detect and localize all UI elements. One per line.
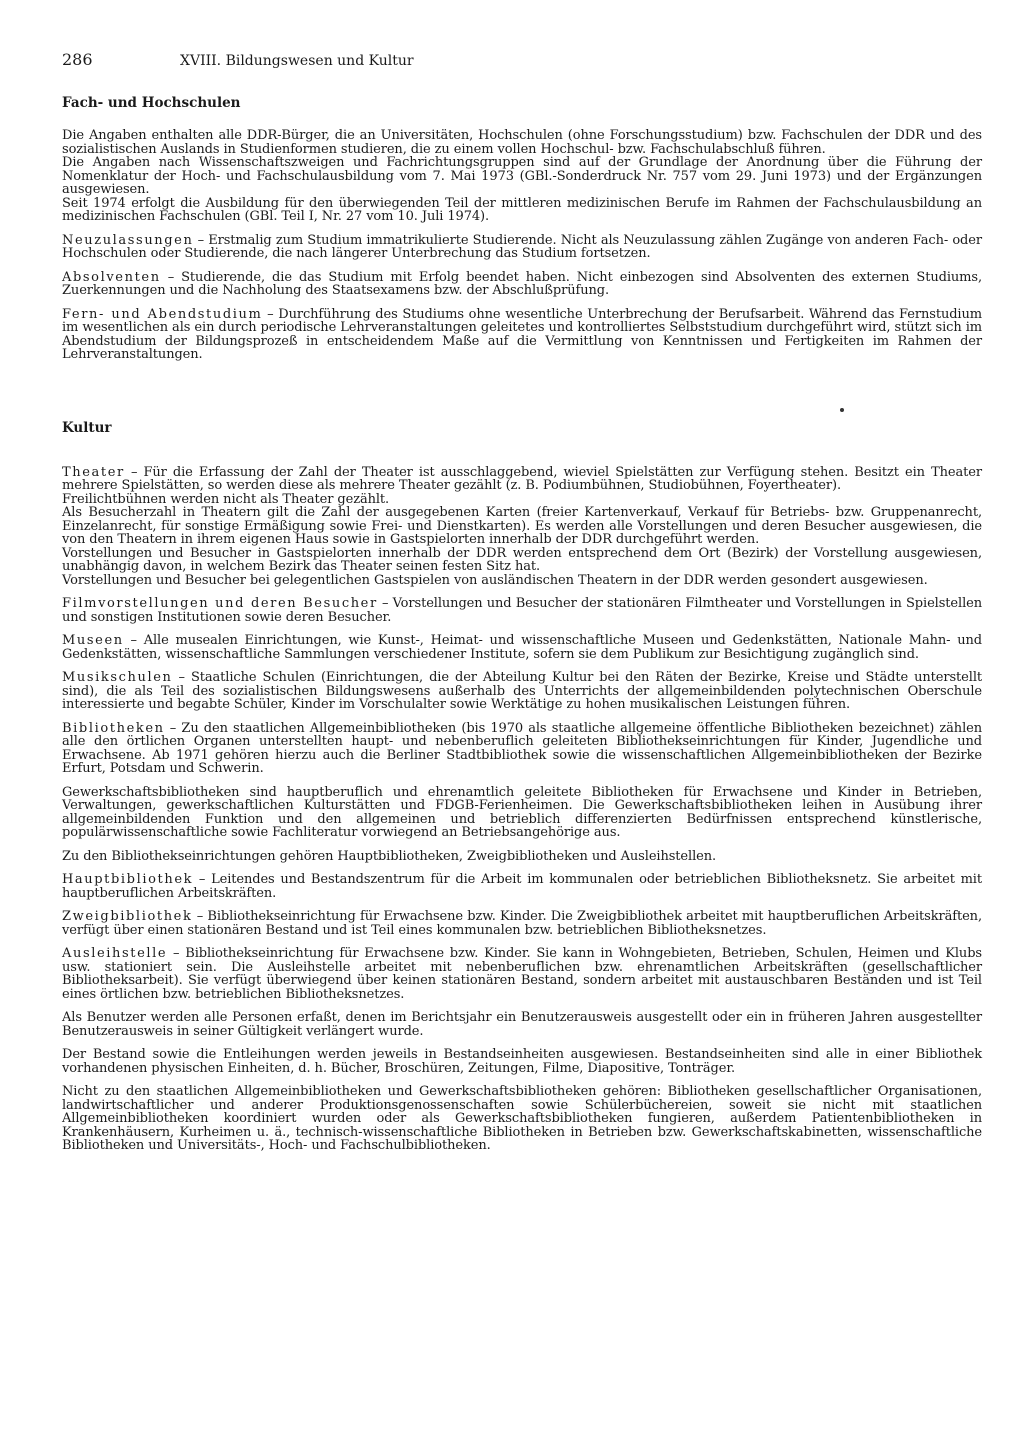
paragraph-intro-3: Seit 1974 erfolgt die Ausbildung für den überwiegenden Teil der mittleren medizinischen Berufe im Rahmen der Fachschulausbildung an medizinischen Fachschulen (GBl. Teil I, Nr. 27 vom 10. Juli 1974). xyxy=(62,195,982,224)
definition-zweigbibliothek xyxy=(62,910,982,937)
definition-hauptbibliothek xyxy=(62,873,982,900)
definition-text: – Leitendes und Bestandszentrum für die Arbeit im kommunalen oder betrieblichen Bibliotheksnetz. Sie arbeitet mit hauptberuflichen Arbeitskräften. xyxy=(62,872,982,901)
definition-text: – Bibliothekseinrichtung für Erwachsene bzw. Kinder. Sie kann in Wohngebieten, Betrieben, Schulen, Heimen und Klubs usw. stationiert sein. Die Ausleihstelle arbeitet mit nebenberuflichen bzw. ehrenamtlichen Arbeitskräften (gesellschaftlicher Bibliotheksarbeit). Sie verfügt überwiegend über keinen stationären Bestand, sondern arbeitet mit austauschbaren Beständen und ist Teil eines örtlichen bzw. betrieblichen Bibliotheksnetzes. xyxy=(62,946,982,1002)
definition-bibliotheken xyxy=(62,722,982,776)
paragraph-intro-1: Die Angaben enthalten alle DDR-Bürger, die an Universitäten, Hochschulen (ohne Forschungsstudium) bzw. Fachschulen der DDR und des sozialistischen Auslands in Studienformen studieren, die zu einem vollen Hochschul- bzw. Fachschulabschluß führen. xyxy=(62,128,982,157)
term-museen: Museen xyxy=(62,633,124,648)
term-theater: Theater xyxy=(62,464,125,480)
definition-text: – Bibliothekseinrichtung für Erwachsene bzw. Kinder. Die Zweigbibliothek arbeitet mit hauptberuflichen Arbeitskräften, verfügt über einen stationären Bestand und ist Teil eines kommunalen bzw. betrieblichen Bibliotheksnetzes. xyxy=(62,909,982,938)
paragraph-gastspielorte: Vorstellungen und Besucher in Gastspielorten innerhalb der DDR werden entsprechend dem Ort (Bezirk) der Vorstellung ausgewiesen, unabhängig davon, in welchem Bezirk das Theater seinen festen Sitz hat. xyxy=(62,545,982,574)
term-zweigbibliothek: Zweigbibliothek xyxy=(62,909,193,924)
section-kultur xyxy=(62,420,982,1153)
term-absolventen: Absolventen xyxy=(62,269,161,285)
definition-ausleihstelle xyxy=(62,947,982,1001)
paragraph-nicht-zugehoerig: Nicht zu den staatlichen Allgemeinbibliotheken und Gewerkschaftsbibliotheken gehören: Bibliotheken gesellschaftlicher Organisationen, landwirtschaftlicher und anderer Produktionsgenossenschaften sowie Schülerbüchereien, soweit sie nicht mit staatlichen Allgemeinbibliotheken koordiniert wurden oder als Gewerkschaftsbibliotheken fungieren, außerdem Patientenbibliotheken in Krankenhäusern, Kurheimen u. ä., technisch-wissenschaftliche Bibliotheken in Betrieben bzw. Gewerkschaftskabinetten, wissenschaftliche Bibliotheken und Universitäts-, Hoch- und Fachschulbibliotheken. xyxy=(62,1084,982,1153)
definition-neuzulassungen xyxy=(62,234,982,261)
page-number: 286 xyxy=(62,50,93,69)
definition-text: – Erstmalig zum Studium immatrikulierte Studierende. Nicht als Neuzulassung zählen Zugänge von anderen Fach- oder Hochschulen oder Studierende, die nach längerer Unterbrechung das Studium fortsetzen. xyxy=(62,232,982,261)
section-heading-hochschulen: Fach- und Hochschulen xyxy=(62,95,241,111)
paragraph-intro-2: Die Angaben nach Wissenschaftszweigen und Fachrichtungsgruppen sind auf der Grundlage der Anordnung über die Führung der Nomenklatur der Hoch- und Fachschulausbildung vom 7. Mai 1973 (GBl.-Sonderdruck Nr. 757 vom 29. Juni 1973) und der Ergänzungen ausgewiesen. xyxy=(62,155,982,197)
definition-text: – Staatliche Schulen (Einrichtungen, die der Abteilung Kultur bei den Räten der Bezirke, Kreise und Städte unterstellt sind), die als Teil des sozialistischen Bildungswesens außerhalb des Unterrichts der allgemeinbildenden polytechnischen Oberschule interessierte und begabte Schüler, Kinder im Vorschulalter sowie Werktätige zu hohen musikalischen Leistungen führen. xyxy=(62,670,982,712)
scan-speck xyxy=(840,408,844,412)
section-heading-kultur: Kultur xyxy=(62,419,112,436)
term-bibliotheken: Bibliotheken xyxy=(62,720,165,736)
definition-text: – Studierende, die das Studium mit Erfolg beendet haben. Nicht einbezogen sind Absolventen des externen Studiums, Zuerkennungen und die Nachholung des Staatsexamens bzw. der Abschlußprüfung. xyxy=(62,269,982,298)
definition-text: – Zu den staatlichen Allgemeinbibliotheken (bis 1970 als staatliche allgemeine öffentliche Bibliotheken bezeichnet) zählen alle den örtlichen Organen unterstellten haupt- und nebenberuflich geleiteten Bibliothekseinrichtungen für Kinder, Jugendliche und Erwachsene. Ab 1971 gehören hierzu auch die Berliner Stadtbibliothek sowie die wissenschaftlichen Allgemeinbibliotheken der Bezirke Erfurt, Potsdam und Schwerin. xyxy=(62,720,982,776)
term-musikschulen: Musikschulen xyxy=(62,670,173,685)
term-filmvorstellungen: Filmvorstellungen und deren Besucher xyxy=(62,596,378,611)
definition-text: – Vorstellungen und Besucher der stationären Filmtheater und Vorstellungen in Spielstellen und sonstigen Institutionen sowie deren Besucher. xyxy=(62,596,982,625)
paragraph-bestand: Der Bestand sowie die Entleihungen werden jeweils in Bestandseinheiten ausgewiesen. Bestandseinheiten sind alle in einer Bibliothek vorhandenen physischen Einheiten, d. h. Bücher, Broschüren, Zeitungen, Filme, Diapositive, Tonträger. xyxy=(62,1047,982,1076)
definition-musikschulen xyxy=(62,671,982,712)
paragraph-bibliothekseinrichtungen: Zu den Bibliothekseinrichtungen gehören Hauptbibliotheken, Zweigbibliotheken und Ausleihstellen. xyxy=(62,848,717,864)
paragraph-benutzer: Als Benutzer werden alle Personen erfaßt, denen im Berichtsjahr ein Benutzerausweis ausgestellt oder ein in früheren Jahren ausgestellter Benutzerausweis in seiner Gültigkeit verlängert wurde. xyxy=(62,1010,982,1039)
paragraph-freilichtbuehnen: Freilichtbühnen werden nicht als Theater gezählt. xyxy=(62,491,390,507)
term-ausleihstelle: Ausleihstelle xyxy=(62,946,168,961)
definition-text: – Alle musealen Einrichtungen, wie Kunst-, Heimat- und wissenschaftliche Museen und Gedenkstätten, Nationale Mahn- und Gedenkstätten, wissenschaftliche Sammlungen verschiedener Institute, sofern sie dem Publikum zur Besichtigung zugänglich sind. xyxy=(62,633,982,662)
document-page xyxy=(62,50,982,1163)
term-hauptbibliothek: Hauptbibliothek xyxy=(62,872,194,887)
paragraph-besucherzahl: Als Besucherzahl in Theatern gilt die Zahl der ausgegebenen Karten (freier Kartenverkauf, Verkauf für Betriebs- bzw. Gruppenanrecht, Einzelanrecht, für sonstige Ermäßigung sowie Frei- und Dienstkarten). Es werden alle Vorstellungen und deren Besucher ausgewiesen, die von den Theatern in ihrem eigenen Haus sowie in Gastspielorten innerhalb der DDR durchgeführt werden. xyxy=(62,505,982,547)
definition-theater xyxy=(62,466,982,493)
definition-text: – Für die Erfassung der Zahl der Theater ist ausschlaggebend, wieviel Spielstätten zur Verfügung stehen. Besitzt ein Theater mehrere Spielstätten, so werden diese als mehrere Theater gezählt (z. B. Podiumbühnen, Studiobühnen, Foyertheater). xyxy=(62,464,982,493)
section-fach-hochschulen xyxy=(62,95,982,362)
definition-text: – Durchführung des Studiums ohne wesentliche Unterbrechung der Berufsarbeit. Während das Fernstudium im wesentlichen als ein durch periodische Lehrveranstaltungen geleitetes und kontrolliertes Selbststudium durchgeführt wird, stützt sich im Abendstudium der Bildungsprozeß in entscheidendem Maße auf die Vermittlung von Kenntnissen und Fertigkeiten im Rahmen der Lehrveranstaltungen. xyxy=(62,306,982,362)
paragraph-gewerkschaftsbibliotheken: Gewerkschaftsbibliotheken sind hauptberuflich und ehrenamtlich geleitete Bibliotheken für Erwachsene und Kinder in Betrieben, Verwaltungen, gewerkschaftlichen Kulturstätten und FDGB-Ferienheimen. Die Gewerkschaftsbibliotheken leihen in Ausübung ihrer allgemeinbildenden Funktion und den allgemeinen und betrieblich differenzierten Bedürfnissen entsprechend künstlerische, populärwissenschaftliche sowie Fachliteratur vorwiegend an Betriebsangehörige aus. xyxy=(62,784,982,840)
paragraph-auslaendische-gastspiele: Vorstellungen und Besucher bei gelegentlichen Gastspielen von ausländischen Theatern in der DDR werden gesondert ausgewiesen. xyxy=(62,572,928,588)
definition-museen xyxy=(62,634,982,661)
term-fern-abendstudium: Fern- und Abendstudium xyxy=(62,306,263,322)
definition-fern-abendstudium xyxy=(62,308,982,362)
chapter-title: XVIII. Bildungswesen und Kultur xyxy=(180,53,414,69)
definition-filmvorstellungen xyxy=(62,597,982,624)
term-neuzulassungen: Neuzulassungen xyxy=(62,232,194,248)
running-head xyxy=(62,50,982,69)
definition-absolventen xyxy=(62,271,982,298)
